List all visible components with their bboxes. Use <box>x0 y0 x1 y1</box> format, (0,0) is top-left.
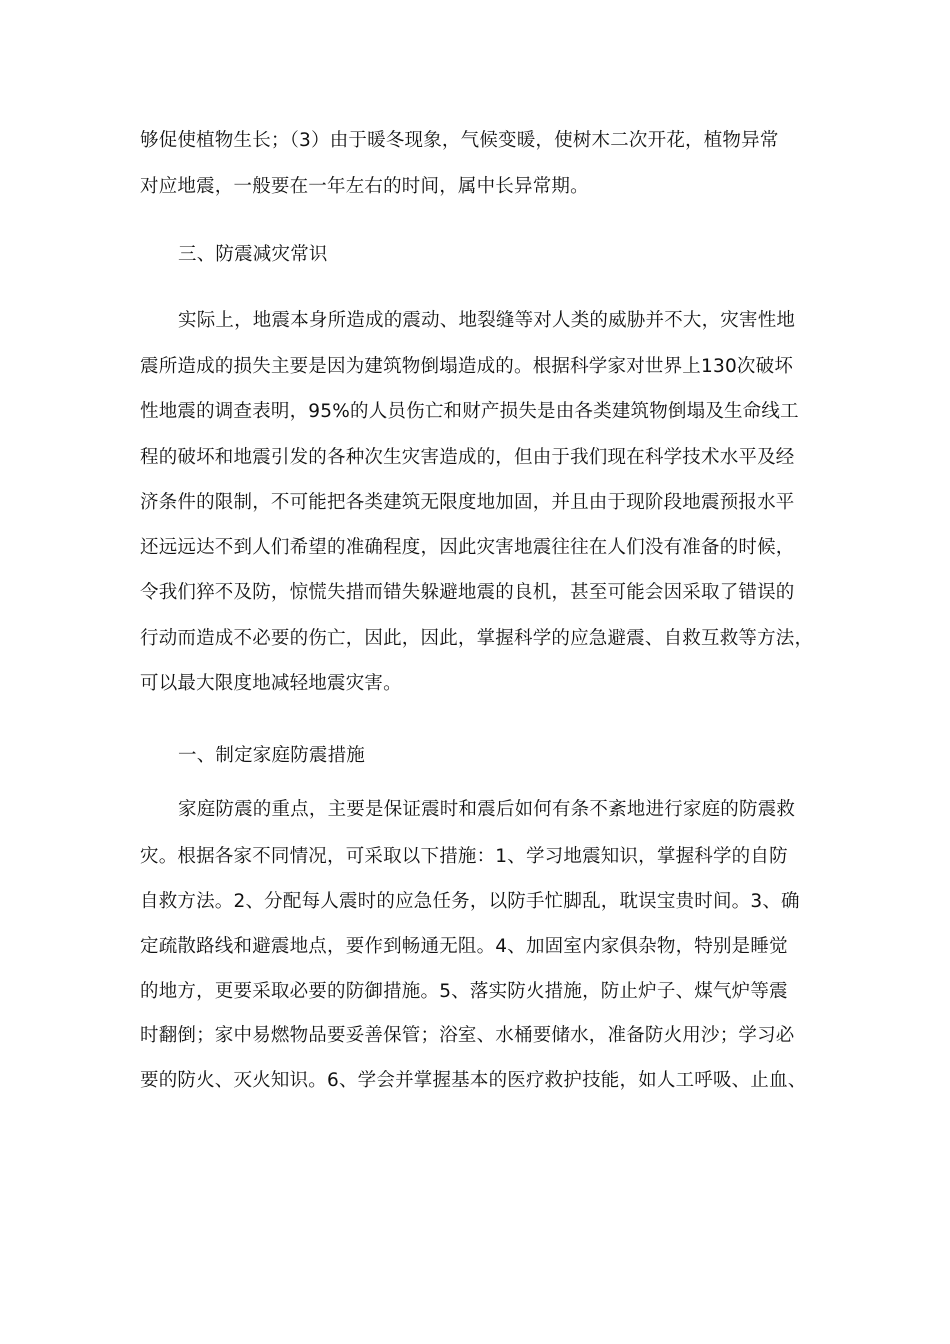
section-heading: 一、制定家庭防震措施 <box>178 745 366 766</box>
text-line: 的地方，更要采取必要的防御措施。5、落实防火措施，防止炉子、煤气炉等震 <box>140 981 788 1002</box>
text-line: 性地震的调查表明，95%的人员伤亡和财产损失是由各类建筑物倒塌及生命线工 <box>140 401 799 422</box>
text-line: 对应地震，一般要在一年左右的时间，属中长异常期。 <box>140 176 589 197</box>
text-line: 还远远达不到人们希望的准确程度，因此灾害地震往往在人们没有准备的时候， <box>140 537 795 558</box>
section-heading: 三、防震减灾常识 <box>178 244 328 265</box>
text-line: 灾。根据各家不同情况，可采取以下措施：1、学习地震知识，掌握科学的自防 <box>140 846 788 867</box>
text-line: 要的防火、灭火知识。6、学会并掌握基本的医疗救护技能，如人工呼吸、止血、 <box>140 1070 807 1091</box>
text-line: 震所造成的损失主要是因为建筑物倒塌造成的。根据科学家对世界上130次破坏 <box>140 356 794 377</box>
text-line: 可以最大限度地减轻地震灾害。 <box>140 673 402 694</box>
text-line: 令我们猝不及防，惊慌失措而错失躲避地震的良机，甚至可能会因采取了错误的 <box>140 582 795 603</box>
text-line: 够促使植物生长；（3）由于暖冬现象，气候变暖，使树木二次开花，植物异常 <box>140 130 779 151</box>
text-line: 时翻倒；家中易燃物品要妥善保管；浴室、水桶要储水，准备防火用沙；学习必 <box>140 1025 795 1046</box>
text-line: 自救方法。2、分配每人震时的应急任务，以防手忙脚乱，耽误宝贵时间。3、确 <box>140 891 800 912</box>
text-line: 定疏散路线和避震地点，要作到畅通无阻。4、加固室内家俱杂物，特别是睡觉 <box>140 936 788 957</box>
text-line: 程的破坏和地震引发的各种次生灾害造成的，但由于我们现在科学技术水平及经 <box>140 447 795 468</box>
text-line: 行动而造成不必要的伤亡，因此，因此，掌握科学的应急避震、自救互救等方法， <box>140 628 814 649</box>
text-line: 家庭防震的重点，主要是保证震时和震后如何有条不紊地进行家庭的防震救 <box>178 799 796 820</box>
text-line: 济条件的限制，不可能把各类建筑无限度地加固，并且由于现阶段地震预报水平 <box>140 492 795 513</box>
text-line: 实际上，地震本身所造成的震动、地裂缝等对人类的威胁并不大，灾害性地 <box>178 310 796 331</box>
